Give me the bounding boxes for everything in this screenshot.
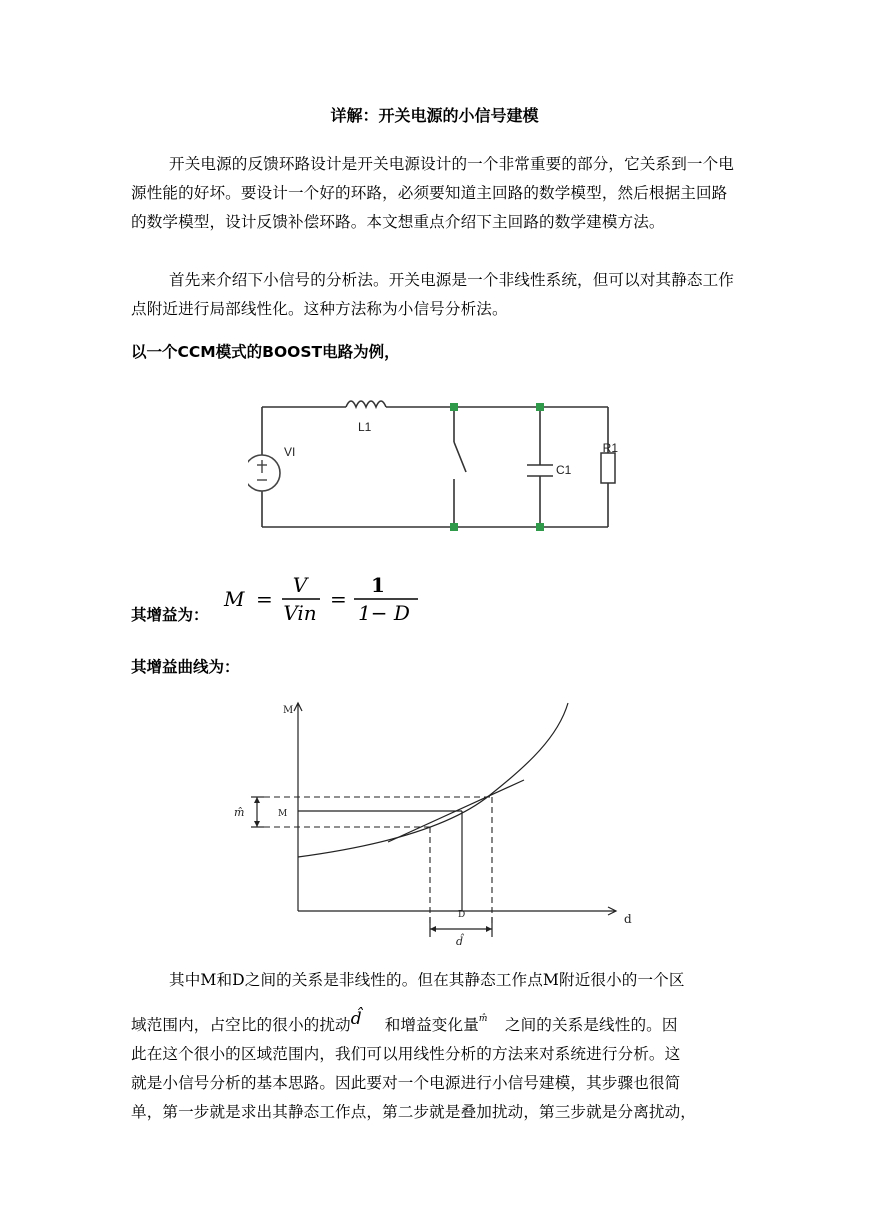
- document-title: 详解：开关电源的小信号建模: [330, 106, 539, 125]
- y-axis-label: M: [283, 705, 294, 716]
- formula-numerator-1: V: [292, 573, 308, 597]
- heading-boost-example: 以一个CCM模式的BOOST电路为例，: [131, 343, 400, 361]
- formula-numerator-2: 1: [371, 573, 385, 597]
- formula-denominator-2: 1− D: [358, 601, 410, 625]
- heading-gain: 其增益为：: [131, 606, 209, 624]
- paragraph-intro: 开关电源的反馈环路设计是开关电源设计的一个非常重要的部分，它关系到一个电源性能的好坏。要设计一个好的环路，必须要知道主回路的数学模型，然后根据主回路的数学模型，设计反馈补偿环路。本文想重点介绍下主回路的数学建模方法。: [131, 155, 734, 231]
- gain-curve-graph: [228, 697, 638, 947]
- svg-text:=: =: [330, 587, 347, 611]
- d-hat-symbol: d̂: [350, 1009, 362, 1029]
- operating-point-d-label: D: [458, 910, 466, 920]
- voltage-source-icon: [248, 455, 280, 491]
- paragraph-small-signal: 首先来介绍下小信号的分析法。开关电源是一个非线性系统，但可以对其静态工作点附近进行局部线性化。这种方法称为小信号分析法。: [131, 271, 734, 318]
- m-hat-symbol: m̂: [478, 1014, 488, 1024]
- formula-denominator-1: Vin: [283, 601, 317, 625]
- paragraph-linearization: 其中M和D之间的关系是非线性的。但在其静态工作点M附近很小的一个区 域范围内，占空比的很小的扰动d̂ 和增益变化量m̂ 之间的关系是线性的。因 此在这个很小的区域范围内，我们可以用线性分析的方法来对系统进行分析。这 就是小信号分析的基本思路。因此要对一个电源进行小信号建模，其步骤也很简 单，第一步就是求出其静态工作点，第二步就是叠加扰动，第三步就是分离扰动，: [131, 971, 696, 1121]
- resistor-label: R1: [602, 441, 618, 455]
- boost-circuit-diagram: [248, 390, 623, 535]
- inductor-label: L1: [358, 420, 372, 434]
- resistor-icon: [601, 453, 615, 483]
- delta-m-label: m̂: [234, 806, 245, 819]
- delta-d-label: d̂: [456, 935, 464, 947]
- svg-text:=: =: [256, 587, 273, 611]
- source-label: VI: [284, 445, 296, 459]
- x-axis-label: d: [624, 912, 632, 926]
- formula-lhs: M: [224, 587, 245, 611]
- operating-point-m-label: M: [278, 809, 288, 819]
- gain-formula: [220, 568, 430, 630]
- heading-gain-curve: 其增益曲线为：: [131, 658, 240, 676]
- capacitor-label: C1: [556, 463, 572, 477]
